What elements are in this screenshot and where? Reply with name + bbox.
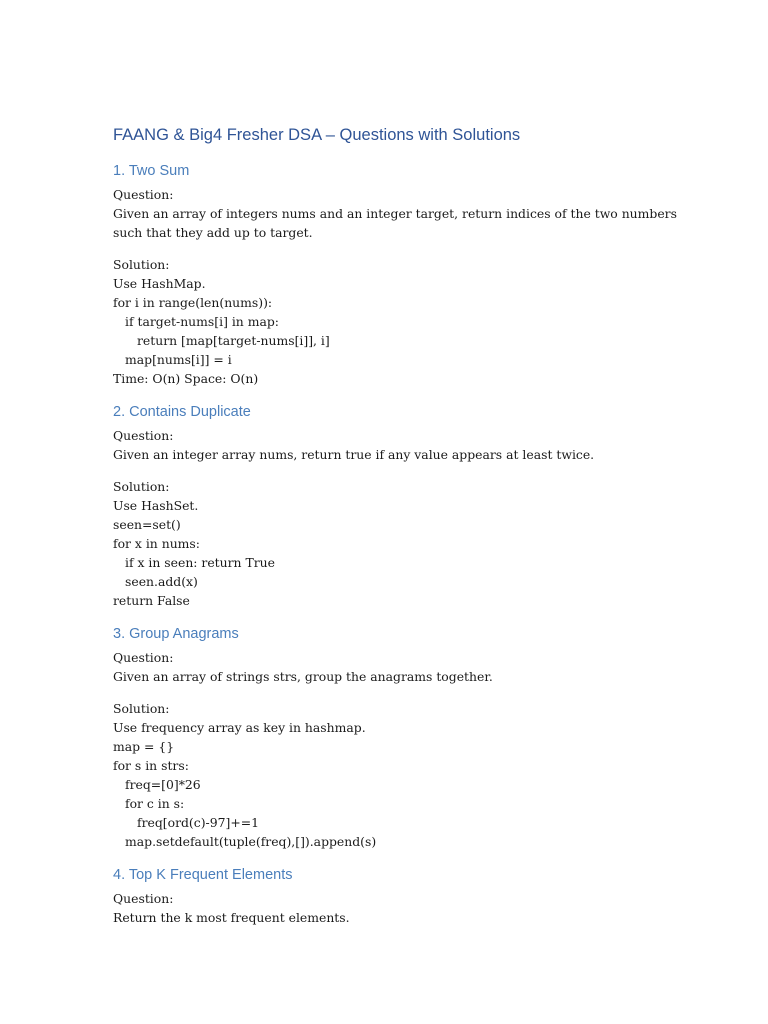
question-label: Question:: [113, 650, 174, 665]
solution-label: Solution:: [113, 479, 170, 494]
solution-line: Use HashMap.: [113, 276, 206, 291]
solution-label: Solution:: [113, 257, 170, 272]
code-line: for c in s:: [125, 796, 185, 811]
code-line: for x in nums:: [113, 536, 200, 551]
solution-line: Use frequency array as key in hashmap.: [113, 720, 366, 735]
question-text-line: Return the k most frequent elements.: [113, 910, 350, 925]
code-line: for s in strs:: [113, 758, 189, 773]
code-line: map.setdefault(tuple(freq),[]).append(s): [125, 834, 377, 849]
question-text-line: such that they add up to target.: [113, 225, 313, 240]
section-top-k-frequent: [113, 865, 673, 927]
section-contains-duplicate: [113, 402, 673, 610]
section-heading: 1. Two Sum: [113, 163, 190, 179]
section-two-sum: [113, 161, 677, 388]
section-heading: 2. Contains Duplicate: [113, 404, 251, 420]
code-line: if target-nums[i] in map:: [125, 314, 279, 329]
code-line: freq=[0]*26: [125, 777, 201, 792]
question-text-line: Given an integer array nums, return true if any value appears at least twice.: [113, 447, 595, 462]
section-group-anagrams: [113, 624, 673, 851]
code-line: if x in seen: return True: [125, 555, 275, 570]
section-heading: 3. Group Anagrams: [113, 626, 239, 642]
code-line: return False: [113, 593, 190, 608]
code-line: seen.add(x): [125, 574, 198, 589]
section-heading: 4. Top K Frequent Elements: [113, 867, 293, 883]
solution-label: Solution:: [113, 701, 170, 716]
question-label: Question:: [113, 428, 174, 443]
question-label: Question:: [113, 187, 174, 202]
question-text-line: Given an array of strings strs, group the anagrams together.: [113, 669, 493, 684]
solution-line: Use HashSet.: [113, 498, 199, 513]
code-line: seen=set(): [113, 517, 181, 532]
code-line: freq[ord(c)-97]+=1: [137, 815, 259, 830]
question-label: Question:: [113, 891, 174, 906]
question-text-line: Given an array of integers nums and an integer target, return indices of the two numbers: [113, 206, 677, 221]
code-line: map[nums[i]] = i: [125, 352, 232, 367]
document-title: FAANG & Big4 Fresher DSA – Questions with Solutions: [113, 126, 521, 144]
document-page: [113, 124, 677, 927]
complexity-line: Time: O(n) Space: O(n): [113, 371, 259, 386]
code-line: for i in range(len(nums)):: [113, 295, 273, 310]
code-line: map = {}: [113, 739, 175, 754]
code-line: return [map[target-nums[i]], i]: [137, 333, 330, 348]
